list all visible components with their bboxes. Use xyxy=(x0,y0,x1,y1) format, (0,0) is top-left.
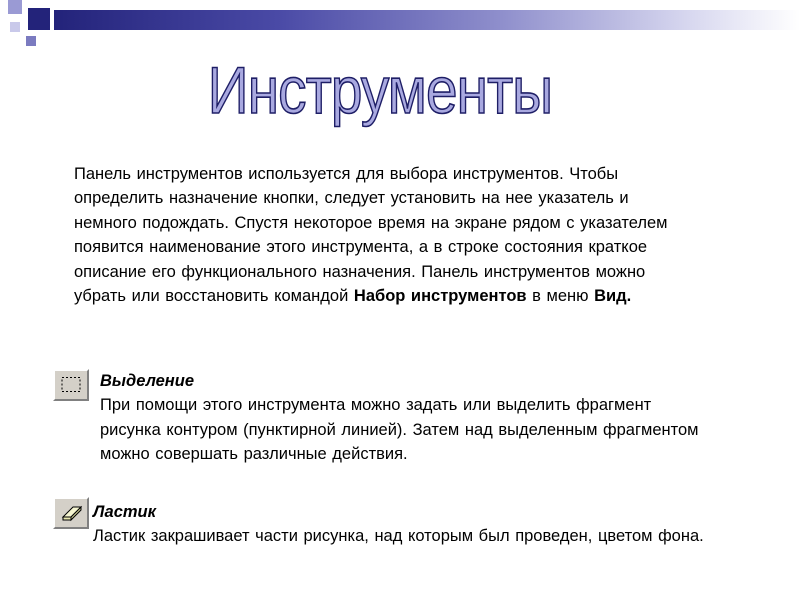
header-square-large xyxy=(8,0,22,14)
tool-selection-name: Выделение xyxy=(100,372,195,390)
menu-name: Вид. xyxy=(594,287,632,306)
tool-eraser-name: Ластик xyxy=(93,503,157,521)
intro-text-middle: в меню xyxy=(526,287,595,306)
intro-text: Панель инструментов используется для выбора инструментов. Чтобы определить назначение кнопки, следует установить на нее указатель и немного подождать. Спустя некоторое время на экране рядом с указателем появится наименование этого инструмента, а в строке состояния краткое описание его функционального назначения. Панель инструментов можно убрать или восстановить командой xyxy=(74,165,668,306)
header-square-small xyxy=(10,22,20,32)
header-gradient-bar xyxy=(54,10,800,30)
header-square-mid xyxy=(26,36,36,46)
header-square-dark xyxy=(28,8,50,30)
select-rectangle-icon[interactable] xyxy=(53,369,89,401)
eraser-icon[interactable] xyxy=(53,497,89,529)
command-name: Набор инструментов xyxy=(353,287,527,306)
tool-selection xyxy=(100,369,700,467)
tool-selection-description: При помощи этого инструмента можно задать или выделить фрагмент рисунка контуром (пунктирной линией). Затем над выделенным фрагментом можно совершать различные действия. xyxy=(100,396,699,464)
tool-eraser-description: Ластик закрашивает части рисунка, над которым был проведен, цветом фона. xyxy=(93,527,704,546)
slide-title: Инструменты xyxy=(207,53,553,127)
intro-paragraph xyxy=(74,162,694,308)
tool-eraser xyxy=(93,500,783,549)
